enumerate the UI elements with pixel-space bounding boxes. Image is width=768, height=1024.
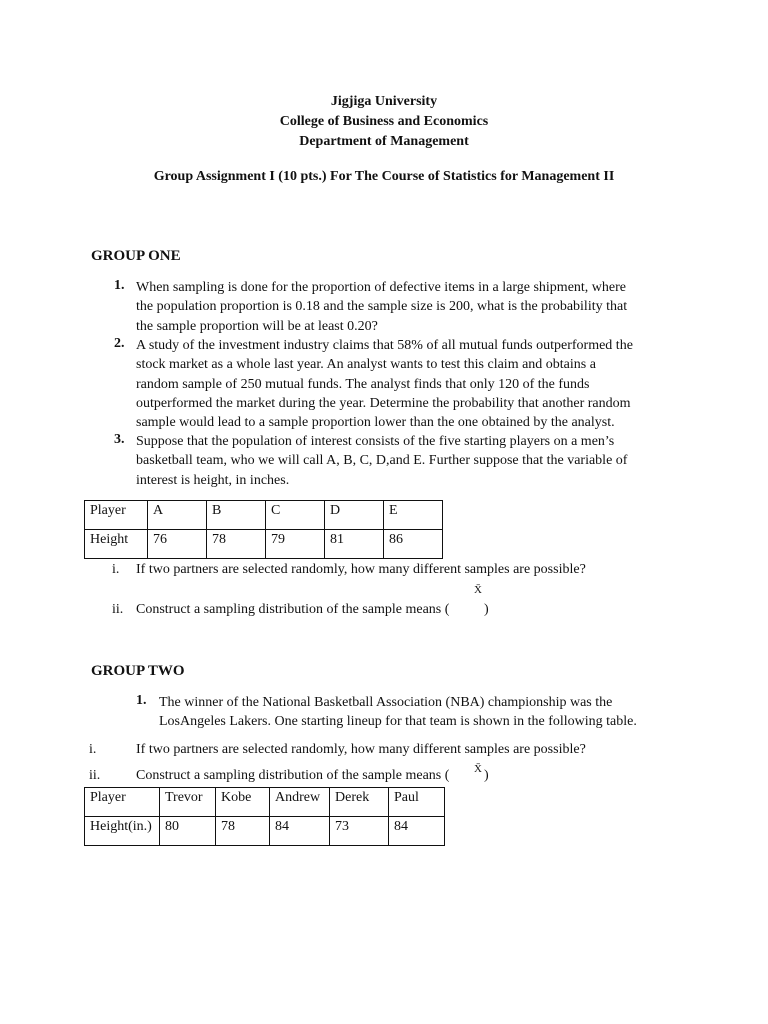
question-line: random sample of 250 mutual funds. The analyst finds that only 120 of the funds <box>136 376 590 392</box>
question-text <box>159 693 637 732</box>
table-cell: Player <box>85 501 148 530</box>
sub-question-label: i. <box>89 742 97 757</box>
table-cell: 86 <box>384 530 443 559</box>
xbar-symbol: X̄ <box>474 584 482 596</box>
table-cell: Trevor <box>160 788 216 817</box>
question-line: The winner of the National Basketball Association (NBA) championship was the <box>159 695 613 710</box>
sub-question-label: ii. <box>112 602 124 617</box>
table-cell: C <box>266 501 325 530</box>
department-name: Department of Management <box>299 134 469 149</box>
question-text <box>136 336 633 432</box>
table-cell: 78 <box>216 817 270 846</box>
table-cell: B <box>207 501 266 530</box>
university-name: Jigjiga University <box>330 94 438 109</box>
table-row <box>85 530 443 559</box>
player-height-table-two <box>84 787 445 846</box>
table-cell: 76 <box>148 530 207 559</box>
question-line: sample would lead to a sample proportion lower than the one obtained by the analyst. <box>136 415 615 431</box>
sub-question-text: If two partners are selected randomly, how many different samples are possible? <box>136 742 586 757</box>
table-cell: A <box>148 501 207 530</box>
sub-question-text: If two partners are selected randomly, how many different samples are possible? <box>136 562 586 577</box>
question-line: A study of the investment industry claims that 58% of all mutual funds outperformed the <box>136 338 633 353</box>
question-text <box>136 278 627 336</box>
table-cell: E <box>384 501 443 530</box>
question-line: LosAngeles Lakers. One starting lineup for that team is shown in the following table. <box>159 714 637 730</box>
table-cell: Andrew <box>270 788 330 817</box>
table-cell: Player <box>85 788 160 817</box>
question-line: outperformed the market during the year. Determine the probability that another random <box>136 395 631 411</box>
closing-paren: ) <box>484 602 489 617</box>
table-cell: Height <box>85 530 148 559</box>
question-number: 3. <box>114 432 125 447</box>
table-cell: Kobe <box>216 788 270 817</box>
question-text <box>136 432 627 490</box>
player-height-table-one <box>84 500 443 559</box>
table-cell: Height(in.) <box>85 817 160 846</box>
group-two-title: GROUP TWO <box>91 663 185 679</box>
question-number: 2. <box>114 336 125 351</box>
question-line: interest is height, in inches. <box>136 472 290 488</box>
college-name: College of Business and Economics <box>279 114 489 129</box>
question-line: basketball team, who we will call A, B, C, D,and E. Further suppose that the variable of <box>136 453 628 469</box>
table-cell: 78 <box>207 530 266 559</box>
table-cell: 84 <box>270 817 330 846</box>
table-row <box>85 817 445 846</box>
table-cell: Paul <box>389 788 445 817</box>
sub-question-text: Construct a sampling distribution of the sample means ( <box>136 768 450 783</box>
group-one-title: GROUP ONE <box>91 248 181 264</box>
assignment-title: Group Assignment I (10 pts.) For The Course of Statistics for Management II <box>153 169 615 184</box>
sub-question-label: ii. <box>89 768 101 783</box>
question-line: the population proportion is 0.18 and the sample size is 200, what is the probability that <box>136 299 628 315</box>
table-cell: 80 <box>160 817 216 846</box>
question-line: the sample proportion will be at least 0.20? <box>136 318 378 334</box>
table-cell: 73 <box>330 817 389 846</box>
question-number: 1. <box>114 278 125 293</box>
question-number: 1. <box>136 693 147 708</box>
table-row <box>85 788 445 817</box>
closing-paren: ) <box>484 768 489 783</box>
table-row <box>85 501 443 530</box>
question-line: When sampling is done for the proportion of defective items in a large shipment, where <box>136 280 626 295</box>
table-cell: 79 <box>266 530 325 559</box>
table-cell: Derek <box>330 788 389 817</box>
sub-question-label: i. <box>112 562 120 577</box>
xbar-symbol: X̄ <box>474 763 482 775</box>
table-cell: 81 <box>325 530 384 559</box>
sub-question-text: Construct a sampling distribution of the sample means ( <box>136 602 450 617</box>
question-line: stock market as a whole last year. An analyst wants to test this claim and obtains a <box>136 357 596 373</box>
table-cell: 84 <box>389 817 445 846</box>
table-cell: D <box>325 501 384 530</box>
question-line: Suppose that the population of interest consists of the five starting players on a men’s <box>136 434 615 449</box>
